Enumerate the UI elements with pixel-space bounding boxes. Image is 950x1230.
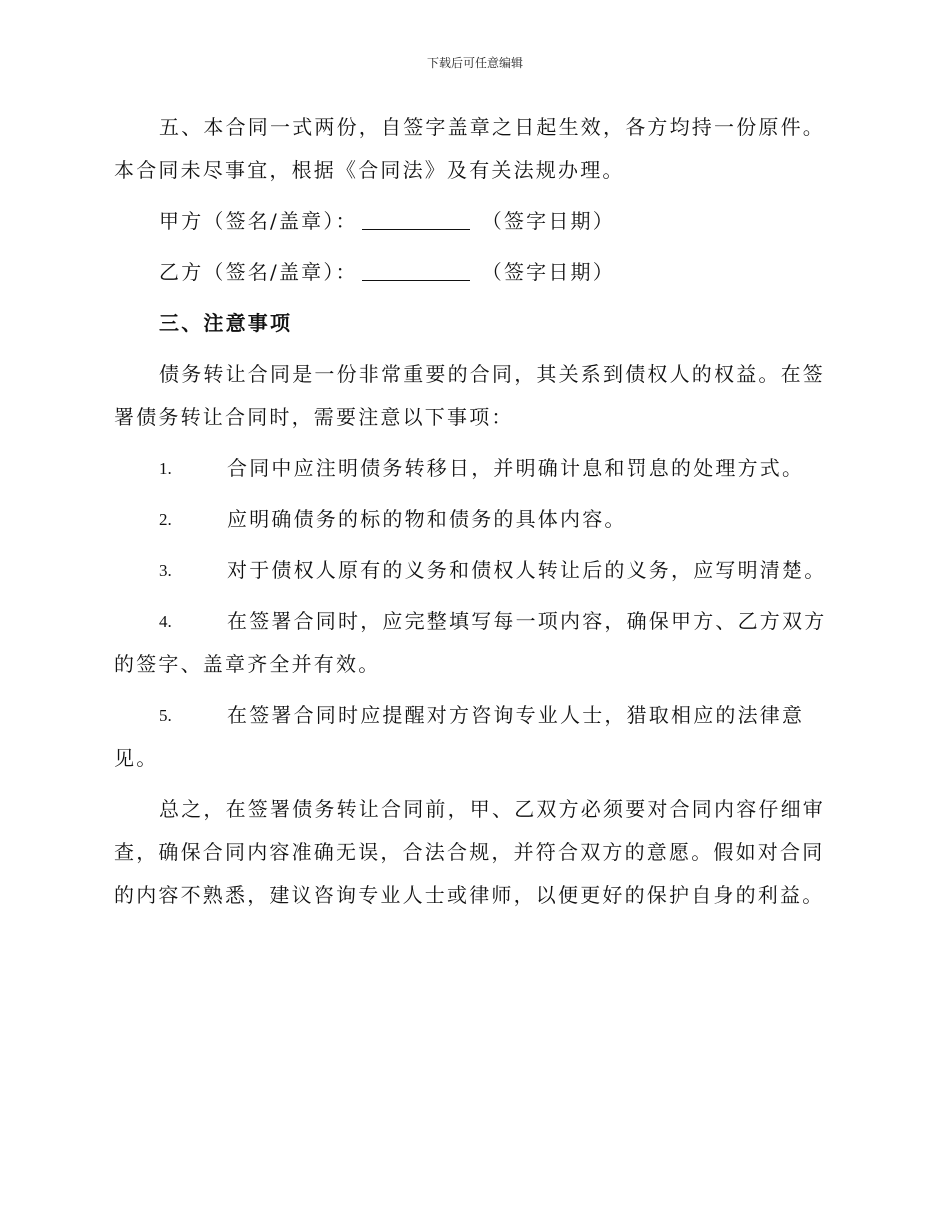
party-b-signature-blank [362,258,470,281]
list-item-text: 对于债权人原有的义务和债权人转让后的义务，应写明清楚。 [227,558,827,582]
party-b-date-label: （签字日期） [481,260,615,284]
section-3-heading: 三、注意事项 [159,311,293,335]
list-item [114,549,836,592]
party-b-label: 乙方（签名/盖章）： [159,260,358,284]
party-a-label: 甲方（签名/盖章）： [159,209,358,233]
section-3-intro: 债务转让合同是一份非常重要的合同，其关系到债权人的权益。在签署债务转让合同时，需要注意以下事项： [114,362,825,429]
list-item-number: 3. [159,561,172,580]
party-a-signature-blank [362,207,470,230]
party-a-signature-line [114,200,836,243]
clause-5-paragraph: 五、本合同一式两份，自签字盖章之日起生效，各方均持一份原件。本合同未尽事宜，根据《合同法》及有关法规办理。 [114,115,825,182]
conclusion-paragraph: 总之，在签署债务转让合同前，甲、乙双方必须要对合同内容仔细审查，确保合同内容准确无误，合法合规，并符合双方的意愿。假如对合同的内容不熟悉，建议咨询专业人士或律师，以便更好的保护自身的利益。 [114,797,825,907]
list-item-text: 在签署合同时应提醒对方咨询专业人士，猎取相应的法律意见。 [114,703,805,770]
document-body [114,106,836,925]
list-item [114,694,836,780]
list-item-number: 5. [159,706,172,725]
list-item [114,600,836,686]
list-item [114,447,836,490]
list-item-number: 4. [159,612,172,631]
page-header: 下载后可任意编辑 [426,56,523,70]
party-a-date-label: （签字日期） [481,209,615,233]
list-item [114,498,836,541]
list-item-text: 合同中应注明债务转移日，并明确计息和罚息的处理方式。 [227,456,805,480]
list-item-text: 在签署合同时，应完整填写每一项内容，确保甲方、乙方双方的签字、盖章齐全并有效。 [114,609,827,676]
list-item-number: 1. [159,459,172,478]
list-item-text: 应明确债务的标的物和债务的具体内容。 [227,507,627,531]
list-item-number: 2. [159,510,172,529]
party-b-signature-line [114,251,836,294]
